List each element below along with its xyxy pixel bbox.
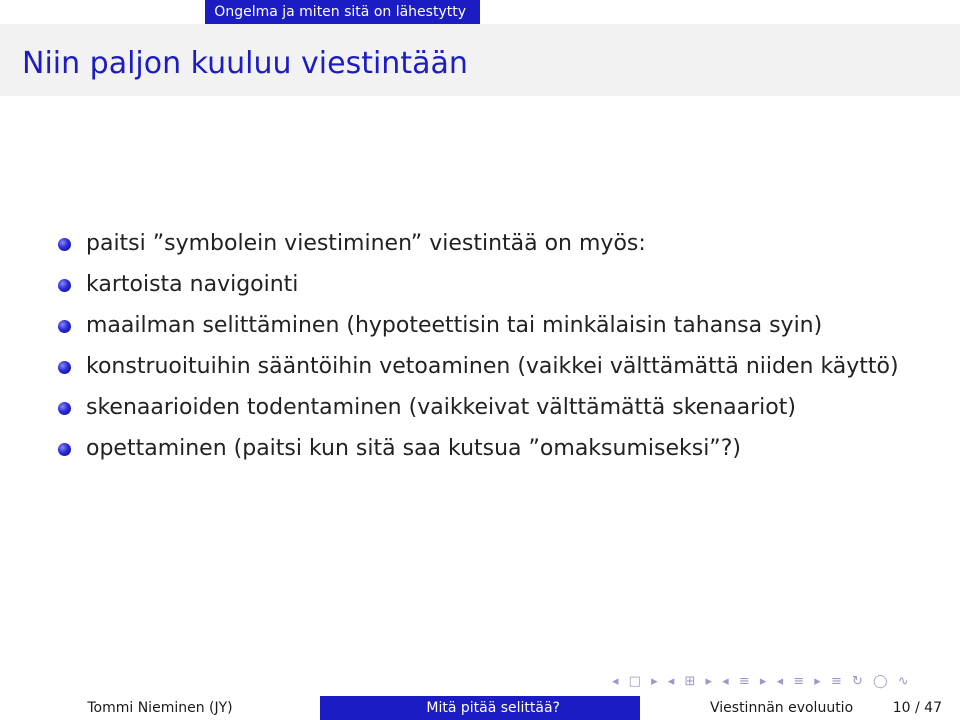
- headline-right: [480, 0, 960, 24]
- frame-title-bar: [0, 24, 960, 96]
- list-item: [56, 267, 916, 303]
- list-item-text: opettaminen (paitsi kun sitä saa kutsua ”omaksumiseksi”?): [86, 436, 741, 461]
- list-item-text: konstruoituihin sääntöihin vetoaminen (vaikkei välttämättä niiden käyttö): [86, 354, 899, 379]
- nav-section-icon[interactable]: ≡: [738, 674, 751, 689]
- nav-prev-subsection-icon[interactable]: ◂: [667, 674, 676, 689]
- list-item: [56, 226, 916, 262]
- headline-section[interactable]: Ongelma ja miten sitä on lähestytty: [205, 0, 480, 24]
- list-item-text: skenaarioiden todentaminen (vaikkeivat välttämättä skenaariot): [86, 395, 796, 420]
- bullet-icon: [58, 402, 71, 415]
- nav-search-icon[interactable]: ◯: [873, 674, 889, 689]
- bullet-icon: [58, 279, 71, 292]
- footer-page-number: 10 / 47: [892, 700, 942, 716]
- nav-appendix-icon[interactable]: ≡: [830, 674, 843, 689]
- bullet-icon: [58, 361, 71, 374]
- footer-right: [640, 696, 960, 720]
- nav-next-frame-icon[interactable]: ▸: [651, 674, 659, 689]
- footer-section[interactable]: Mitä pitää selittää?: [320, 696, 640, 720]
- list-item: [56, 431, 916, 467]
- beamer-navigation: [612, 674, 952, 694]
- nav-frame-icon[interactable]: □: [628, 674, 642, 689]
- list-item-text: maailman selittäminen (hypoteettisin tai minkälaisin tahansa syin): [86, 313, 823, 338]
- bullet-icon: [58, 443, 71, 456]
- list-item: [56, 349, 916, 385]
- list-item-text: paitsi ”symbolein viestiminen” viestintää on myös:: [86, 231, 646, 256]
- list-item: [56, 308, 916, 344]
- footer-author: Tommi Nieminen (JY): [0, 696, 320, 720]
- headline-bar: [0, 0, 960, 24]
- nav-prev-frame-icon[interactable]: ◂: [612, 674, 620, 689]
- bullet-icon: [58, 320, 71, 333]
- nav-prev-doc-icon[interactable]: ◂: [776, 674, 785, 689]
- nav-next-doc-icon[interactable]: ▸: [814, 674, 822, 689]
- headline-left: [0, 0, 205, 24]
- bullet-icon: [58, 238, 71, 251]
- frame-title: Niin paljon kuuluu viestintään: [22, 46, 468, 81]
- footer-talk-title: Viestinnän evoluutio: [710, 700, 854, 716]
- nav-prev-section-icon[interactable]: ◂: [722, 674, 730, 689]
- nav-subsection-icon[interactable]: ⊞: [684, 674, 697, 689]
- footer-bar: [0, 696, 960, 720]
- nav-next-subsection-icon[interactable]: ▸: [705, 674, 714, 689]
- list-item: [56, 390, 916, 426]
- bullet-list: [56, 226, 916, 472]
- list-item-text: kartoista navigointi: [86, 272, 299, 297]
- nav-next-section-icon[interactable]: ▸: [759, 674, 768, 689]
- nav-back-icon[interactable]: ↻: [852, 674, 864, 689]
- nav-forward-icon[interactable]: ∿: [897, 674, 910, 689]
- nav-doc-icon[interactable]: ≡: [793, 674, 806, 689]
